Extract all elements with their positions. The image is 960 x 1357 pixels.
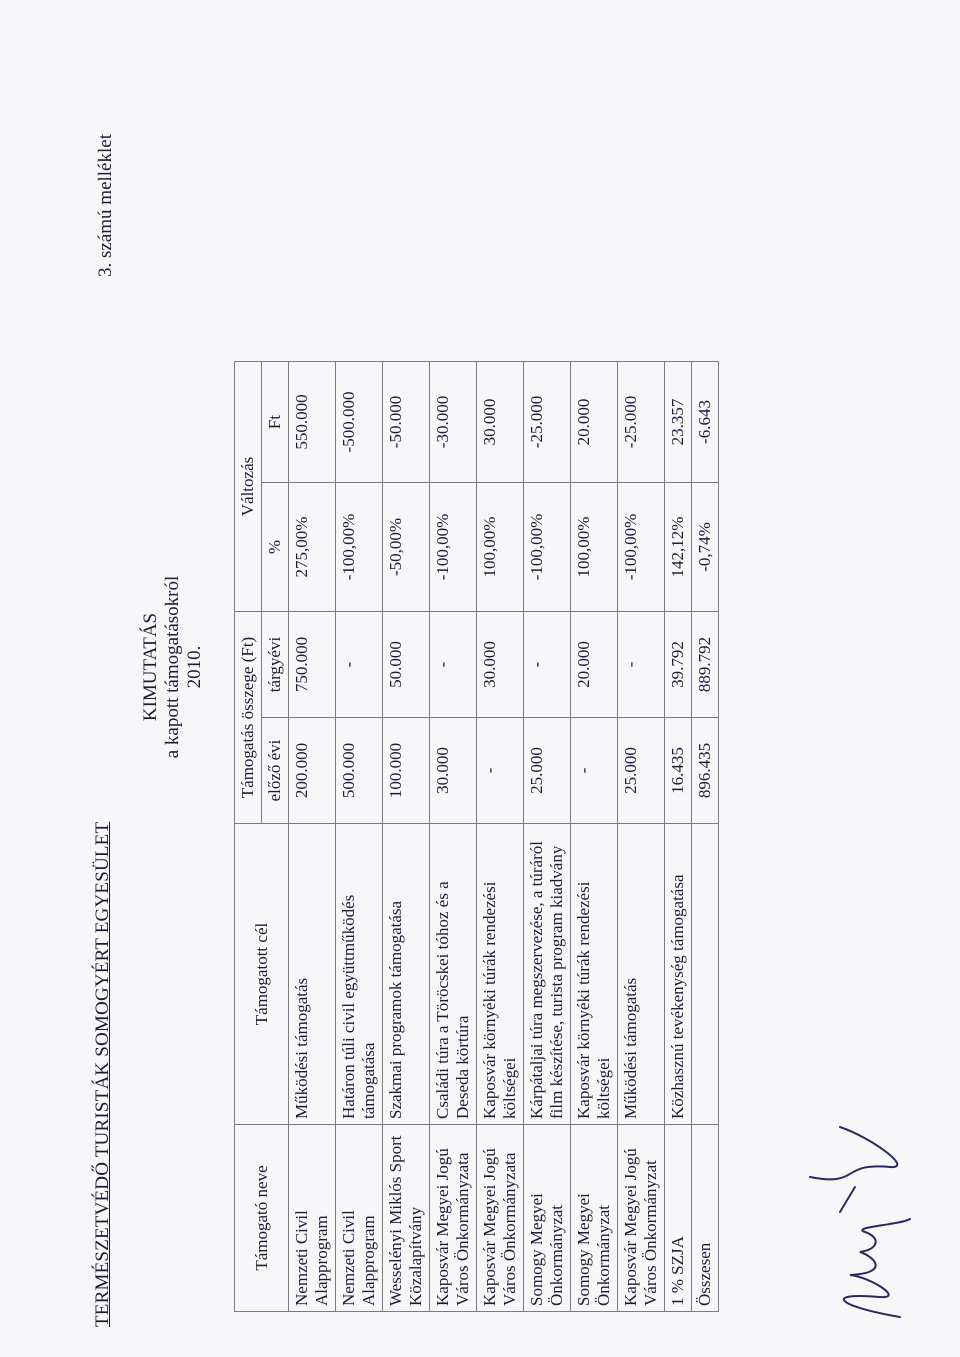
pct-cell: 100,00%	[571, 483, 618, 612]
total-prev: 896.435	[692, 718, 719, 824]
supporter-cell: Nemzeti Civil Alapprogram	[289, 1125, 336, 1312]
ft-cell: -30.000	[430, 362, 477, 483]
total-curr: 889.792	[692, 612, 719, 718]
goal-cell: Működési támogatás	[618, 824, 665, 1125]
support-table	[234, 361, 719, 1312]
header-ft: Ft	[262, 362, 289, 483]
curr-cell: -	[430, 612, 477, 718]
total-pct: -0,74%	[692, 483, 719, 612]
supporter-cell: Somogy Megyei Önkormányzat	[571, 1125, 618, 1312]
heading-year: 2010.	[184, 645, 205, 689]
curr-cell: 39.792	[665, 612, 692, 718]
pct-cell: 275,00%	[289, 483, 336, 612]
curr-cell: -	[524, 612, 571, 718]
ft-cell: 23.357	[665, 362, 692, 483]
pct-cell: -50,00%	[383, 483, 430, 612]
goal-cell: Szakmai programok támogatása	[383, 824, 430, 1125]
supporter-cell: Nemzeti Civil Alapprogram	[336, 1125, 383, 1312]
supporter-cell: Wesselényi Miklós Sport Közalapítvány	[383, 1125, 430, 1312]
goal-cell: Kaposvár környéki túrák rendezési költségei	[477, 824, 524, 1125]
table-row	[477, 362, 524, 1312]
goal-cell: Határon túli civil együttműködés támogatása	[336, 824, 383, 1125]
table-row	[383, 362, 430, 1312]
curr-cell: 50.000	[383, 612, 430, 718]
annex-label: 3. számú melléklet	[95, 134, 116, 277]
header-change-group: Változás	[235, 362, 262, 612]
prev-cell: -	[571, 718, 618, 824]
total-label: Összesen	[692, 1125, 719, 1312]
pct-cell: 100,00%	[477, 483, 524, 612]
ft-cell: -500.000	[336, 362, 383, 483]
supporter-cell: Kaposvár Megyei Jogú Város Önkormányzat	[618, 1125, 665, 1312]
pct-cell: 142,12%	[665, 483, 692, 612]
goal-cell: Kárpátaljai túra megszervezése, a túráról film készítése, turista program kiadvány	[524, 824, 571, 1125]
table-row	[571, 362, 618, 1312]
prev-cell: 25.000	[618, 718, 665, 824]
curr-cell: 30.000	[477, 612, 524, 718]
prev-cell: -	[477, 718, 524, 824]
curr-cell: -	[618, 612, 665, 718]
table-row	[665, 362, 692, 1312]
ft-cell: 550.000	[289, 362, 336, 483]
goal-cell: Működési támogatás	[289, 824, 336, 1125]
header-goal: Támogatott cél	[235, 824, 289, 1125]
goal-cell: Kaposvár környéki túrák rendezési költségei	[571, 824, 618, 1125]
supporter-cell: Kaposvár Megyei Jogú Város Önkormányzata	[477, 1125, 524, 1312]
pct-cell: -100,00%	[524, 483, 571, 612]
organization-title: TERMÉSZETVÉDŐ TURISTÁK SOMOGYÉRT EGYESÜLET	[92, 821, 113, 1327]
pct-cell: -100,00%	[430, 483, 477, 612]
prev-cell: 16.435	[665, 718, 692, 824]
table-row	[524, 362, 571, 1312]
supporter-cell: 1 % SZJA	[665, 1125, 692, 1312]
prev-cell: 200.000	[289, 718, 336, 824]
total-ft: -6.643	[692, 362, 719, 483]
total-row	[692, 362, 719, 1312]
supporter-cell: Kaposvár Megyei Jogú Város Önkormányzata	[430, 1125, 477, 1312]
document-heading	[140, 537, 206, 797]
total-goal-cell	[692, 824, 719, 1125]
pct-cell: -100,00%	[618, 483, 665, 612]
prev-cell: 500.000	[336, 718, 383, 824]
goal-cell: Családi túra a Töröcskei tóhoz és a Deseda körtúra	[430, 824, 477, 1125]
prev-cell: 100.000	[383, 718, 430, 824]
ft-cell: -25.000	[618, 362, 665, 483]
prev-cell: 25.000	[524, 718, 571, 824]
ft-cell: -50.000	[383, 362, 430, 483]
curr-cell: 750.000	[289, 612, 336, 718]
table-row	[618, 362, 665, 1312]
ft-cell: 20.000	[571, 362, 618, 483]
header-prev-year: előző évi	[262, 718, 289, 824]
prev-cell: 30.000	[430, 718, 477, 824]
header-current-year: tárgyévi	[262, 612, 289, 718]
ft-cell: 30.000	[477, 362, 524, 483]
curr-cell: 20.000	[571, 612, 618, 718]
pct-cell: -100,00%	[336, 483, 383, 612]
heading-subtitle: a kapott támogatásokról	[162, 575, 183, 759]
handwritten-signature	[780, 1107, 930, 1337]
header-pct: %	[262, 483, 289, 612]
supporter-cell: Somogy Megyei Önkormányzat	[524, 1125, 571, 1312]
heading-title: KIMUTATÁS	[140, 612, 161, 722]
table-row	[336, 362, 383, 1312]
header-amount-group: Támogatás összege (Ft)	[235, 612, 262, 824]
table-row	[289, 362, 336, 1312]
curr-cell: -	[336, 612, 383, 718]
ft-cell: -25.000	[524, 362, 571, 483]
goal-cell: Közhasznú tevékenység támogatása	[665, 824, 692, 1125]
header-supporter: Támogató neve	[235, 1125, 289, 1312]
table-row	[430, 362, 477, 1312]
